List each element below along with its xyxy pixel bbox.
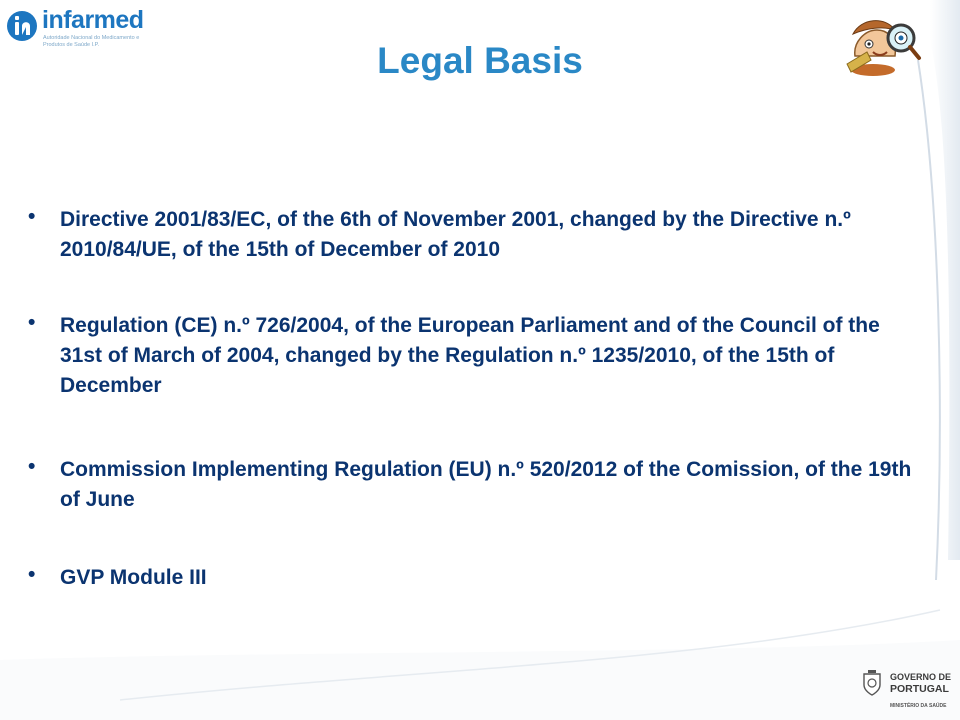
bullet-marker: •: [28, 311, 36, 334]
infarmed-logo-icon: [6, 10, 38, 42]
bullet-marker: •: [28, 563, 36, 586]
bullet-marker: •: [28, 205, 36, 228]
logo-wordmark: infarmed: [42, 6, 144, 34]
bullet-text: Commission Implementing Regulation (EU) n.º 520/2012 of the Comission, of the 19th of June: [60, 458, 912, 511]
government-line-2: PORTUGAL: [890, 683, 949, 695]
bullet-text: Regulation (CE) n.º 726/2004, of the European Parliament and of the Council of the 31st of March of 2004, changed by the Regulation n.º 1235/2010, of the 15th of December: [60, 314, 880, 397]
ministry-label: MINISTÉRIO DA SAÚDE: [890, 703, 947, 709]
logo-subtitle: Autoridade Nacional do Medicamento e Produtos de Saúde I.P.: [43, 35, 140, 48]
detective-cartoon-icon: [843, 12, 923, 78]
bullet-marker: •: [28, 455, 36, 478]
slide-title: Legal Basis: [377, 40, 583, 81]
portugal-seal-icon: [862, 670, 882, 696]
government-line-1: GOVERNO DE: [890, 672, 952, 682]
bullet-text: Directive 2001/83/EC, of the 6th of November 2001, changed by the Directive n.º 2010/84/UE, of the 15th of December of 2010: [60, 208, 851, 261]
bullet-text: GVP Module III: [60, 566, 207, 589]
